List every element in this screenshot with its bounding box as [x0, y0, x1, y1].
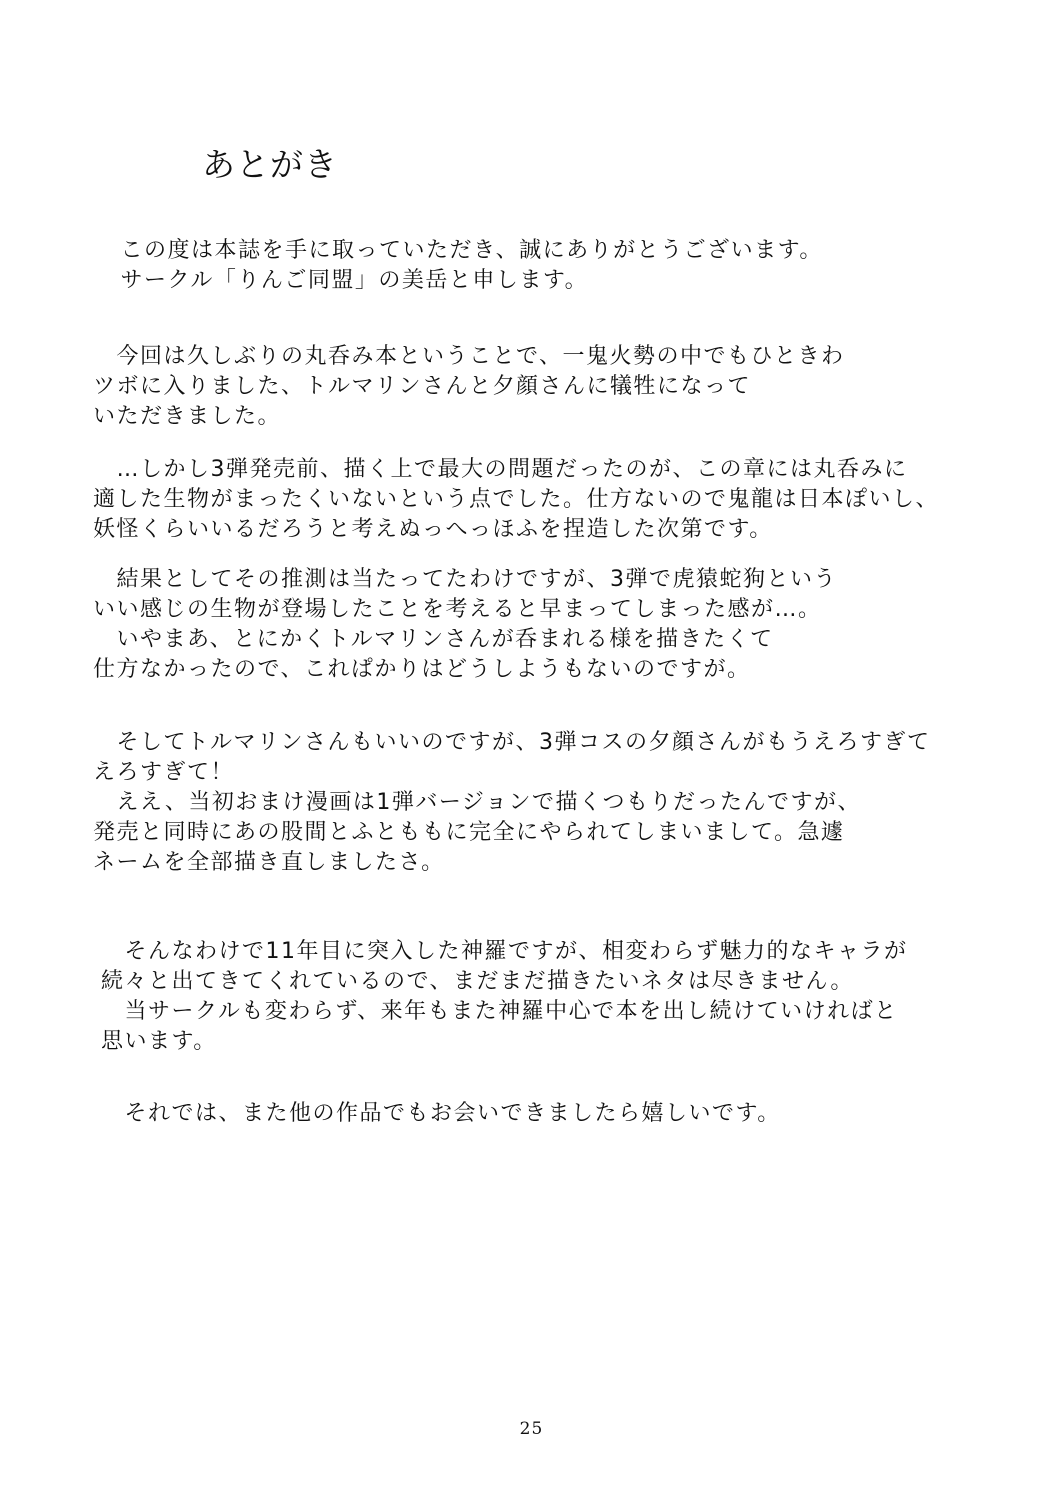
page-number: 25: [519, 1419, 544, 1439]
text-line: 思います。: [101, 1029, 217, 1054]
page-title: あとがき: [202, 145, 338, 184]
text-line: 適した生物がまったくいないという点でした。仕方ないので鬼龍は日本ぽいし、: [93, 487, 940, 512]
text-line: そんなわけで11年目に突入した神羅ですが、相変わらず魅力的なキャラが: [101, 939, 908, 964]
text-line: ええ、当初おまけ漫画は1弾バージョンで描くつもりだったんですが、: [93, 790, 861, 815]
text-line: えろすぎて！: [93, 760, 235, 785]
text-line: 結果としてその推測は当たってたわけですが、3弾で虎猿蛇狗という: [93, 567, 837, 592]
text-line: いやまあ、とにかくトルマリンさんが呑まれる様を描きたくて: [93, 627, 774, 652]
text-line: それでは、また他の作品でもお会いできましたら嬉しいです。: [101, 1101, 781, 1126]
text-line: この度は本誌を手に取っていただき、誠にありがとうございます。: [97, 238, 823, 263]
text-line: 発売と同時にあの股間とふとももに完全にやられてしまいまして。急遽: [93, 820, 845, 845]
text-line: いただきました。: [93, 404, 282, 429]
text-line: ネームを全部描き直しましたさ。: [93, 850, 445, 875]
text-line: 当サークルも変わらず、来年もまた神羅中心で本を出し続けていければと: [101, 999, 898, 1024]
text-line: いい感じの生物が登場したことを考えると早まってしまった感が…。: [93, 597, 822, 622]
text-line: サークル「りんご同盟」の美岳と申します。: [97, 268, 589, 293]
text-line: 今回は久しぶりの丸呑み本ということで、一鬼火勢の中でもひときわ: [93, 344, 845, 369]
text-line: 続々と出てきてくれているので、まだまだ描きたいネタは尽きません。: [101, 969, 854, 994]
text-line: 妖怪くらいいるだろうと考えぬっへっほふを捏造した次第です。: [93, 517, 773, 542]
text-line: ツボに入りました、トルマリンさんと夕顔さんに犠牲になって: [93, 374, 752, 399]
text-line: 仕方なかったので、これぱかりはどうしようもないのですが。: [93, 657, 751, 682]
text-line: …しかし3弾発売前、描く上で最大の問題だったのが、この章には丸呑みに: [93, 457, 908, 482]
text-line: そしてトルマリンさんもいいのですが、3弾コスの夕顔さんがもうえろすぎて: [93, 730, 931, 755]
